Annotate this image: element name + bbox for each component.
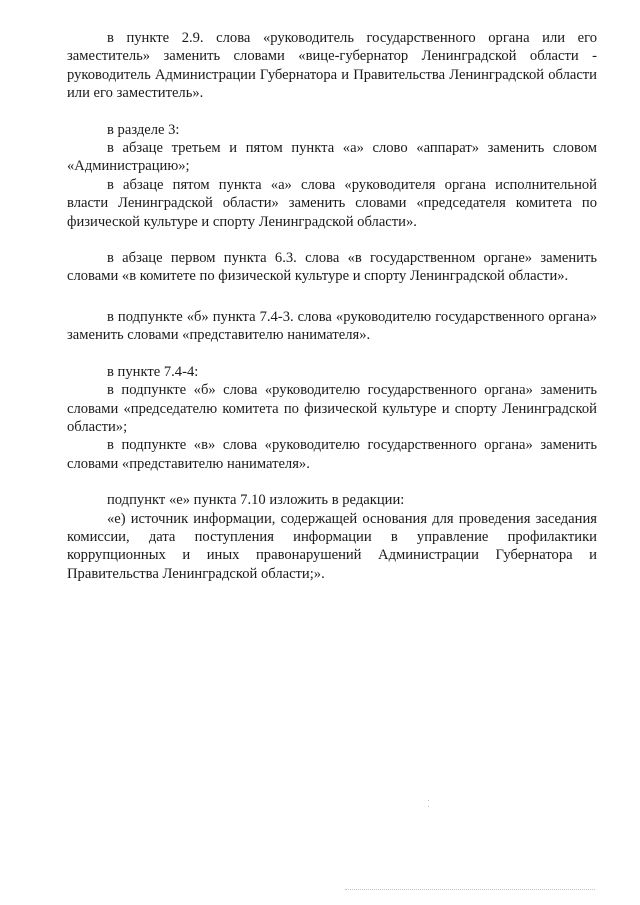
section-3-item-2: в абзаце пятом пункта «а» слова «руководителя органа исполнительной власти Ленинградской области» заменить словами «председателя комитета по физической культуре и спорту Ленинградской области». bbox=[67, 176, 597, 230]
section-7-4-4-heading: в пункте 7.4-4: bbox=[107, 363, 199, 380]
scan-speck bbox=[428, 806, 429, 807]
section-7-10-text: «е) источник информации, содержащей основания для проведения заседания комиссии, дата поступления информации в управление профилактики коррупционных и иных правонарушений Администрации Губернатора и Правительства Ленинградской области;». bbox=[67, 510, 597, 582]
section-7-4-4-item-1: в подпункте «б» слова «руководителю государственного органа» заменить словами «председателю комитета по физической культуре и спорту Ленинградской области»; bbox=[67, 382, 597, 435]
section-3-heading: в разделе 3: bbox=[107, 121, 180, 138]
amendment-2-9 bbox=[67, 29, 597, 103]
amendment-7-4-4 bbox=[67, 363, 597, 473]
section-3-item-1: в абзаце третьем и пятом пункта «а» слово «аппарат» заменить словом «Администрацию»; bbox=[67, 140, 597, 175]
section-7-10-intro: подпункт «е» пункта 7.10 изложить в редакции: bbox=[107, 492, 405, 509]
paragraph-6-3: в абзаце первом пункта 6.3. слова «в государственном органе» заменить словами «в комитете по физической культуре и спорту Ленинградской области». bbox=[67, 250, 597, 285]
amendment-6-3 bbox=[67, 249, 597, 286]
amendment-section-3 bbox=[67, 121, 597, 231]
amendment-7-10 bbox=[67, 491, 597, 583]
paragraph-7-4-3: в подпункте «б» пункта 7.4-3. слова «руководителю государственного органа» заменить словами «представителю нанимателя». bbox=[67, 308, 597, 344]
paragraph-2-9: в пункте 2.9. слова «руководитель государственного органа или его заместитель» заменить словами «вице-губернатор Ленинградской области - руководитель Администрации Губернатора и Правительства Ленинградской области или его заместитель». bbox=[67, 30, 597, 102]
document-page bbox=[67, 29, 597, 601]
section-7-4-4-item-2: в подпункте «в» слова «руководителю государственного органа» заменить словами «представителю нанимателя». bbox=[67, 437, 597, 472]
scan-edge-line bbox=[345, 889, 595, 890]
amendment-7-4-3 bbox=[67, 308, 597, 345]
scan-speck bbox=[428, 800, 429, 801]
